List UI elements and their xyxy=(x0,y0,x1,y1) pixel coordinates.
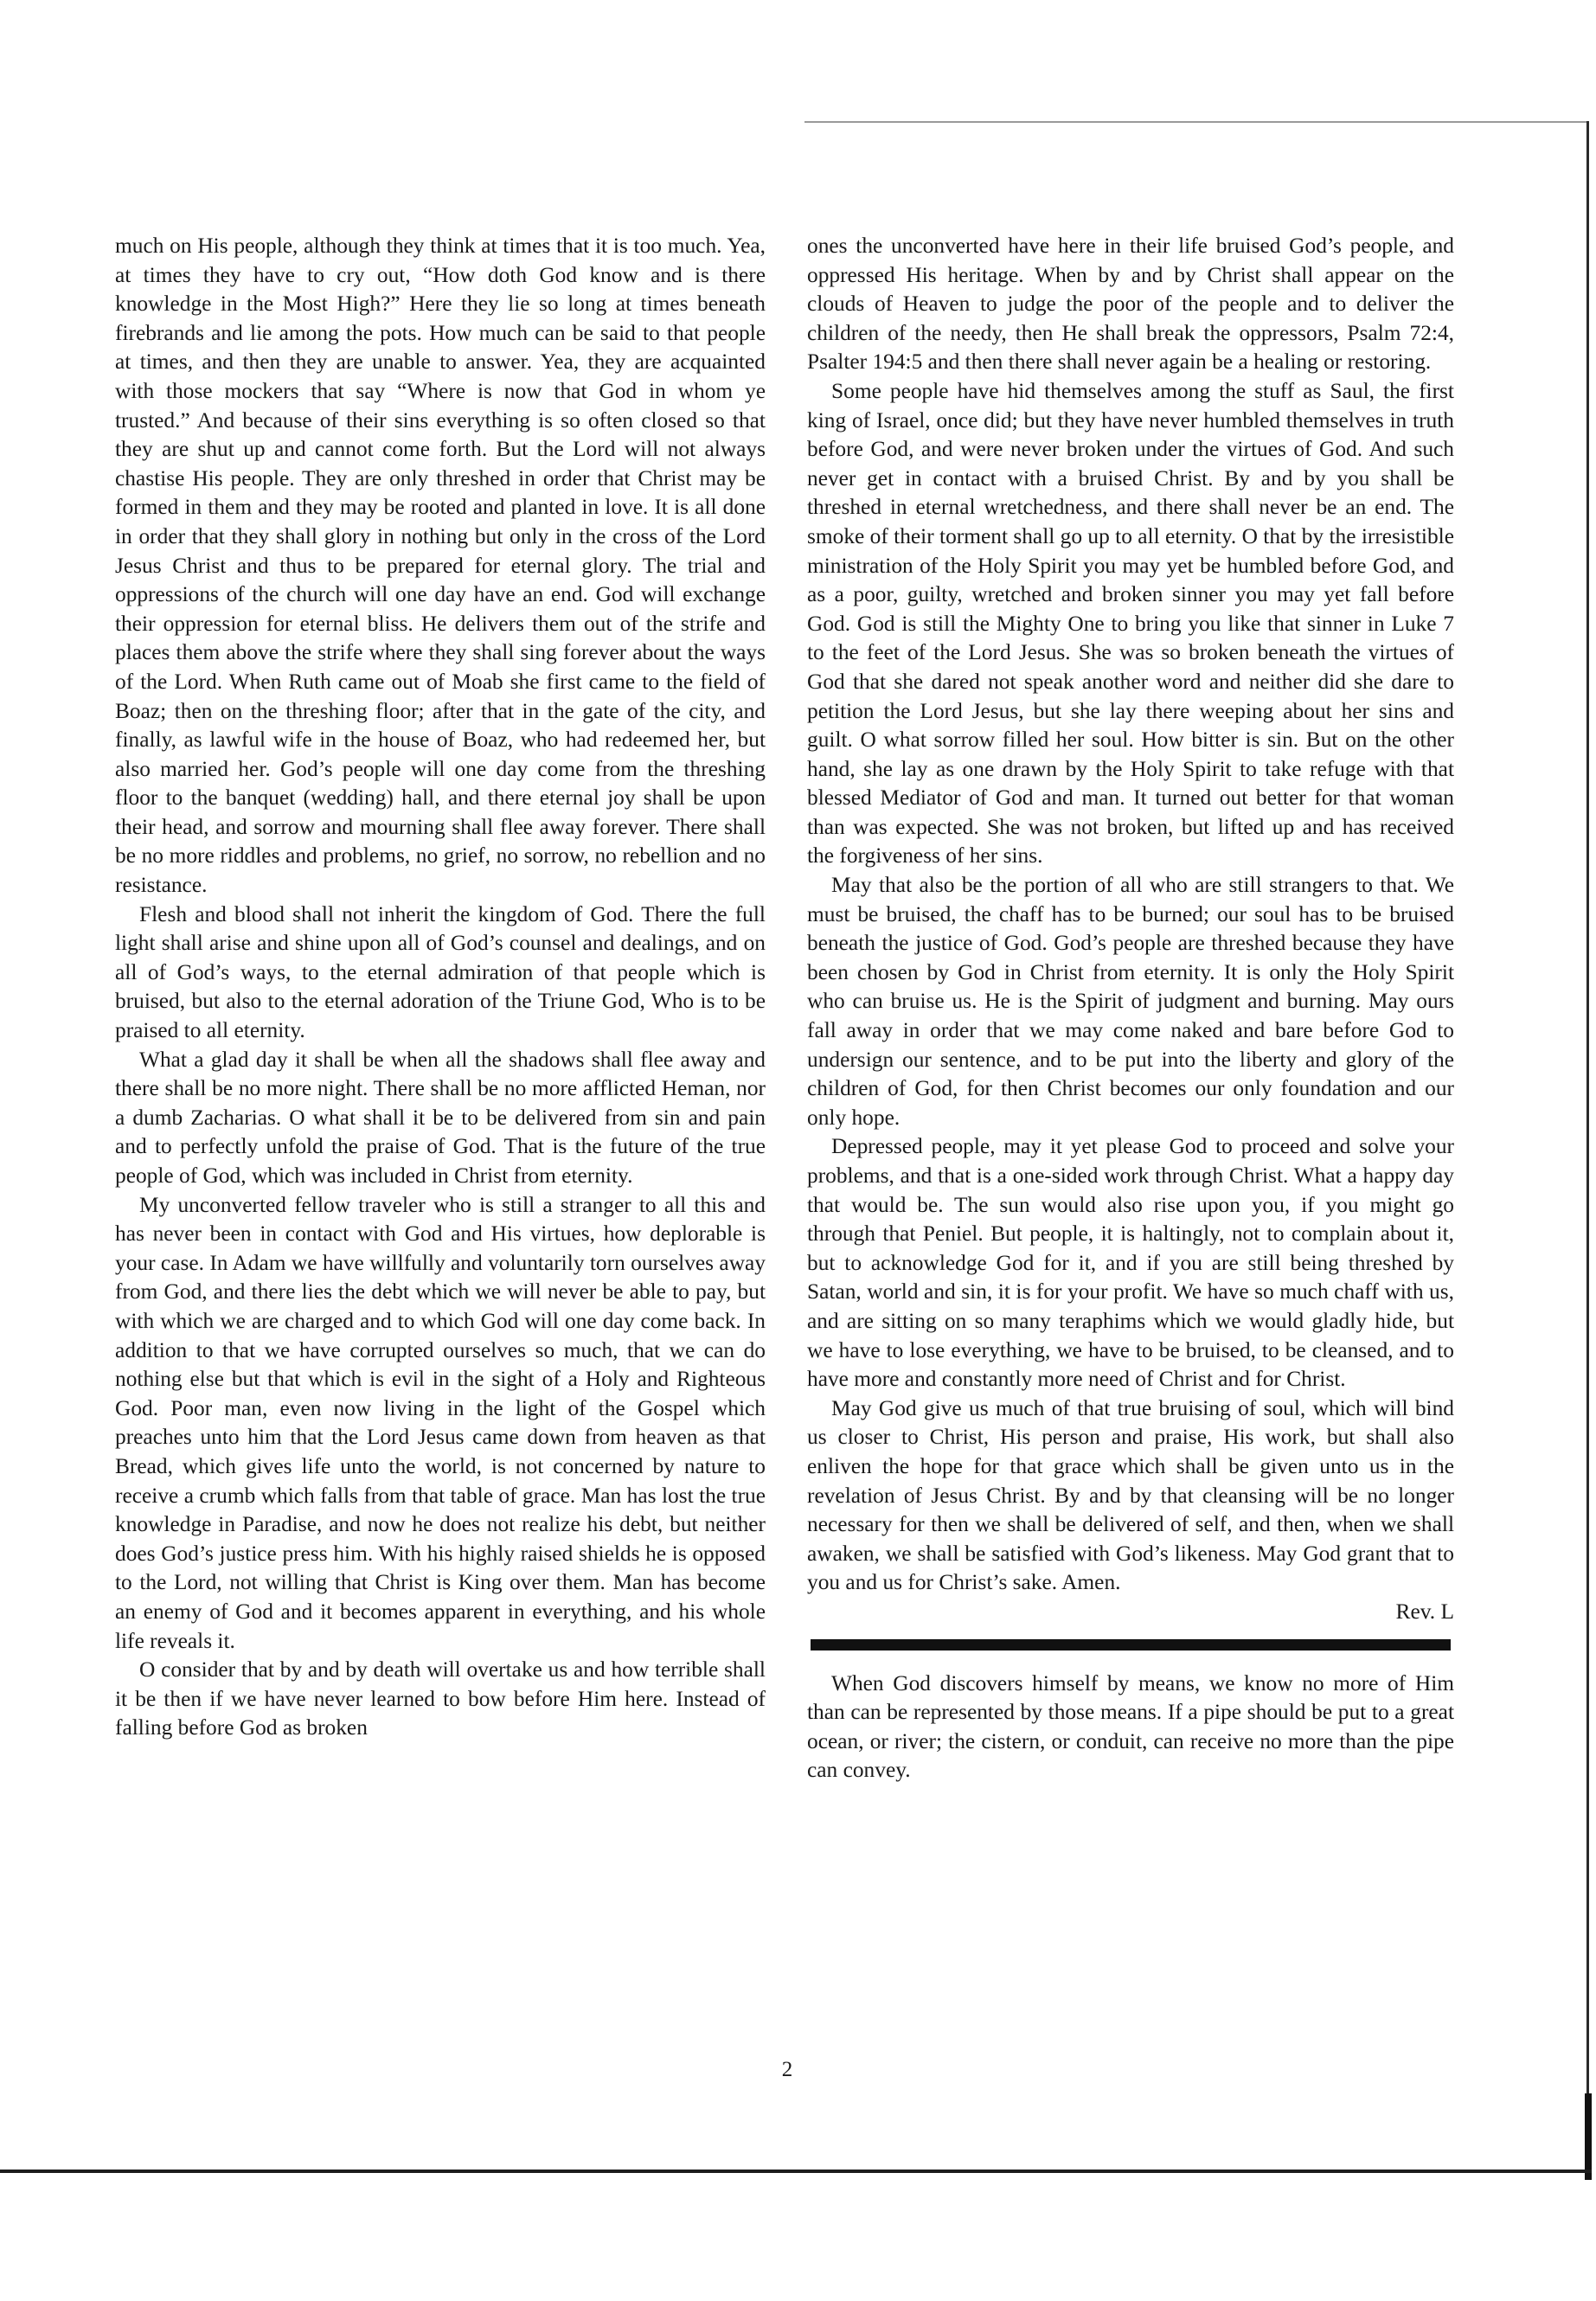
section-divider xyxy=(811,1639,1451,1650)
author-signature: Rev. L xyxy=(1395,1599,1454,1624)
paragraph: Some people have hid themselves among the stuff as Saul, the first king of Israel, once did; but they have never humbled themselves in truth before God, and were never broken under the virtues of God. And such never get in contact with a bruised Christ. By and by you shall be threshed in eternal wretchedness, and there shall never be an end. The smoke of their torment shall go up to all eternity. O that by the irresistible ministration of the Holy Spirit you may yet be humbled before God, and as a poor, guilty, wretched and broken sinner you may yet fall before God. God is still the Mighty One to bring you like that sinner in Luke 7 to the feet of the Lord Jesus. She was so broken beneath the virtues of God that she dared not speak another word and neither did she dare to petition the Lord Jesus, but she lay there weeping about her sins and guilt. O what sorrow filled her soul. How bitter is sin. But on the other hand, she lay as one drawn by the Holy Spirit to take refuge with that blessed Mediator of God and man. It turned out better for that woman than was expected. She was not broken, but lifted up and has received the forgiveness of her sins. xyxy=(807,378,1454,868)
right-edge-rule xyxy=(1586,121,1589,2180)
right-column xyxy=(807,232,1454,1785)
paragraph: Flesh and blood shall not inherit the kingdom of God. There the full light shall arise and shine upon all of God’s counsel and dealings, and on all of God’s ways, to the eternal admiration of that people which is bruised, but also to the eternal adoration of the Triune God, Who is to be praised to all eternity. xyxy=(115,901,766,1043)
paragraph: ones the unconverted have here in their life bruised God’s people, and oppressed His heritage. When by and by Christ shall appear on the clouds of Heaven to judge the poor of the people and to deliver the children of the needy, then He shall break the oppressors, Psalm 72:4, Psalter 194:5 and then there shall never again be a healing or restoring. xyxy=(807,234,1454,375)
paragraph: Depressed people, may it yet please God to proceed and solve your problems, and that is a one-sided work through Christ. What a happy day that would be. The sun would also rise upon you, if you might go through that Peniel. But people, it is haltingly, not to complain about it, but to acknowledge God for it, and if you are still being threshed by Satan, world and sin, it is for your profit. We have so much chaff with us, and are sitting on so many teraphims which we would gladly hide, but we have to lose everything, we have to be bruised, to be cleansed, and to have more and constantly more need of Christ and for Christ. xyxy=(807,1134,1454,1392)
paragraph: O consider that by and by death will overtake us and how terrible shall it be then if we have never learned to bow before Him here. Instead of falling before God as broken xyxy=(115,1657,766,1740)
top-edge-rule xyxy=(804,121,1587,123)
bottom-edge-rule xyxy=(0,2170,1592,2173)
left-column xyxy=(115,232,766,1743)
right-edge-tab xyxy=(1585,2093,1592,2180)
paragraph: much on His people, although they think at times that it is too much. Yea, at times they have to cry out, “How doth God know and is there knowledge in the Most High?” Here they lie so long at times beneath firebrands and lie among the pots. How much can be said to that people at times, and then they are unable to answer. Yea, they are acquainted with those mockers that say “Where is now that God in whom ye trusted.” And because of their sins everything is so often closed so that they are shut up and cannot come forth. But the Lord will not always chastise His people. They are only threshed in order that Christ may be formed in them and they may be rooted and planted in love. It is all done in order that they shall glory in nothing but only in the cross of the Lord Jesus Christ and thus to be prepared for eternal glory. The trial and oppressions of the church will one day have an end. God will exchange their oppression for eternal bliss. He delivers them out of the strife and places them above the strife where they shall sing forever about the ways of the Lord. When Ruth came out of Moab she first came to the field of Boaz; then on the threshing floor; after that in the gate of the city, and finally, as lawful wife in the house of Boaz, who had redeemed her, but also married her. God’s people will one day come from the threshing floor to the banquet (wedding) hall, and there eternal joy shall be upon their head, and sorrow and mourning shall flee away forever. There shall be no more riddles and problems, no grief, no sorrow, no rebellion and no resistance. xyxy=(115,234,766,898)
page-number: 2 xyxy=(781,2058,793,2081)
paragraph: What a glad day it shall be when all the shadows shall flee away and there shall be no more night. There shall be no more afflicted Heman, nor a dumb Zacharias. O what shall it be to be delivered from sin and pain and to perfectly unfold the praise of God. That is the future of the true people of God, which was included in Christ from eternity. xyxy=(115,1047,766,1188)
paragraph: My unconverted fellow traveler who is still a stranger to all this and has never been in contact with God and His virtues, how deplorable is your case. In Adam we have willfully and voluntarily torn ourselves away from God, and there lies the debt which we will never be able to pay, but with which we are charged and to which God will one day come back. In addition to that we have corrupted ourselves so much, that we can do nothing else but that which is evil in the sight of a Holy and Righteous God. Poor man, even now living in the light of the Gospel which preaches unto him that the Lord Jesus came down from heaven as that Bread, which gives life unto the world, is not concerned by nature to receive a crumb which falls from that table of grace. Man has lost the true knowledge in Paradise, and now he does not realize his debt, but neither does God’s justice press him. With his highly raised shields he is opposed to the Lord, not willing that Christ is King over them. Man has become an enemy of God and it becomes apparent in everything, and his whole life reveals it. xyxy=(115,1192,766,1653)
paragraph: May God give us much of that true bruising of soul, which will bind us closer to Christ, His person and praise, His work, but shall also enliven the hope for that grace which shall be given unto us in the revelation of Jesus Christ. By and by that cleansing will be no longer necessary for then we shall be delivered of self, and then, when we shall awaken, we shall be satisfied with God’s likeness. May God grant that to you and us for Christ’s sake. Amen. xyxy=(807,1395,1454,1595)
closing-quote: When God discovers himself by means, we know no more of Him than can be represented by those means. If a pipe should be put to a great ocean, or river; the cistern, or conduit, can receive no more than the pipe can convey. xyxy=(807,1670,1454,1783)
paragraph: May that also be the portion of all who are still strangers to that. We must be bruised, the chaff has to be burned; our soul has to be bruised beneath the justice of God. God’s people are threshed because they have been chosen by God in Christ from eternity. It is only the Holy Spirit who can bruise us. He is the Spirit of judgment and burning. May ours fall away in order that we may come naked and bare before God to undersign our sentence, and to be put into the liberty and glory of the children of God, for then Christ becomes our only foundation and our only hope. xyxy=(807,873,1454,1130)
